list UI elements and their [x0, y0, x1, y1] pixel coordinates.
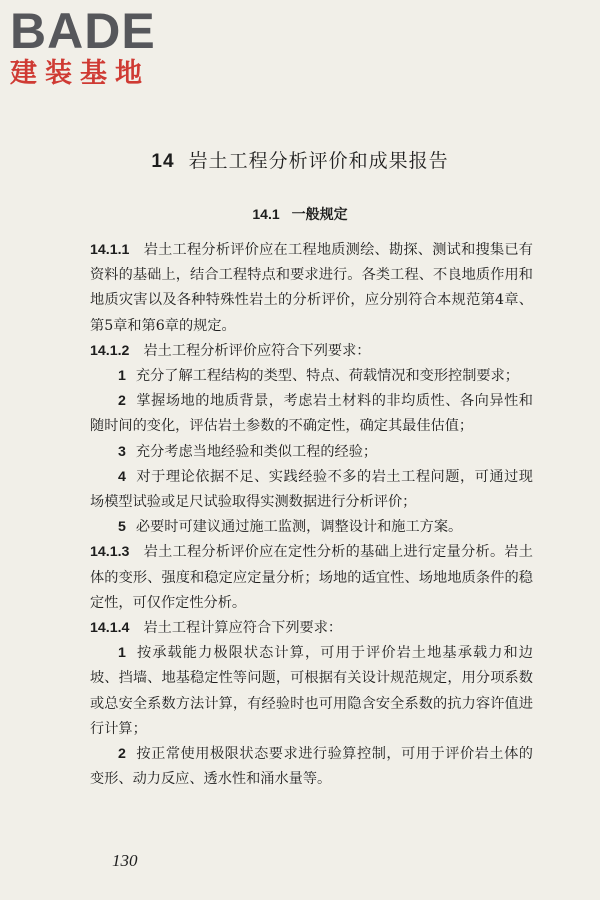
- clause-14-1-3: [90, 540, 533, 616]
- item-text: 掌握场地的地质背景，考虑岩土材料的非均质性、各向异性和随时间的变化，评估岩土参数的不确定性，确定其最佳估值；: [90, 393, 533, 435]
- item-number: 1: [118, 368, 126, 385]
- clause-number: 14.1.4: [90, 620, 130, 637]
- clause-14-1-1: [90, 238, 533, 339]
- item-text: 必要时可建议通过施工监测，调整设计和施工方案。: [135, 519, 463, 536]
- page-number: 130: [112, 851, 138, 870]
- chapter-title-text: 岩土工程分析评价和成果报告: [188, 150, 449, 172]
- section-title-text: 一般规定: [291, 207, 348, 223]
- clause-text: 岩土工程计算应符合下列要求：: [143, 620, 343, 637]
- list-item: [90, 641, 533, 742]
- logo-subtitle: 建装基地: [10, 58, 150, 89]
- clause-14-1-2: [90, 339, 533, 364]
- list-item: [90, 364, 533, 389]
- list-item: [90, 440, 533, 465]
- item-number: 3: [118, 443, 126, 460]
- list-item: [90, 389, 533, 439]
- item-text: 按正常使用极限状态要求进行验算控制，可用于评价岩土体的变形、动力反应、透水性和涌水量等。: [90, 746, 533, 788]
- clause-text: 岩土工程分析评价应在定性分析的基础上进行定量分析。岩土体的变形、强度和稳定应定量分析；场地的适宜性、场地地质条件的稳定性，可仅作定性分析。: [90, 544, 533, 611]
- chapter-number: 14: [151, 151, 175, 172]
- clause-text: 岩土工程分析评价应在工程地质测绘、勘探、测试和搜集已有资料的基础上，结合工程特点和要求进行。各类工程、不良地质作用和地质灾害以及各种特殊性岩土的分析评价，应分别符合本规范第4章、第5章和第6章的规定。: [90, 242, 533, 334]
- item-number: 1: [118, 645, 126, 662]
- clause-number: 14.1.1: [90, 242, 130, 258]
- section-title: [0, 204, 600, 224]
- body-text: [90, 238, 533, 792]
- list-item: [90, 742, 533, 792]
- item-number: 5: [118, 519, 126, 536]
- section-number: 14.1: [252, 206, 280, 222]
- item-number: 2: [118, 393, 126, 410]
- item-text: 充分了解工程结构的类型、特点、荷载情况和变形控制要求；: [135, 368, 519, 385]
- list-item: [90, 465, 533, 515]
- logo: [10, 3, 180, 90]
- clause-number: 14.1.2: [90, 342, 130, 359]
- item-text: 对于理论依据不足、实践经验不多的岩土工程问题，可通过现场模型试验或足尺试验取得实测数据进行分析评价；: [90, 468, 533, 511]
- clause-text: 岩土工程分析评价应符合下列要求：: [143, 342, 371, 359]
- list-item: [90, 515, 533, 540]
- item-number: 2: [118, 746, 126, 763]
- clause-number: 14.1.3: [90, 544, 130, 561]
- logo-wordmark: BADE: [10, 3, 156, 59]
- item-text: 充分考虑当地经验和类似工程的经验；: [135, 443, 378, 460]
- item-text: 按承载能力极限状态计算，可用于评价岩土地基承载力和边坡、挡墙、地基稳定性等问题，可根据有关设计规范规定，用分项系数或总安全系数方法计算，有经验时也可用隐含安全系数的抗力容许值进行计算；: [90, 645, 533, 737]
- item-number: 4: [118, 468, 126, 485]
- clause-14-1-4: [90, 616, 533, 641]
- chapter-title: [0, 146, 600, 173]
